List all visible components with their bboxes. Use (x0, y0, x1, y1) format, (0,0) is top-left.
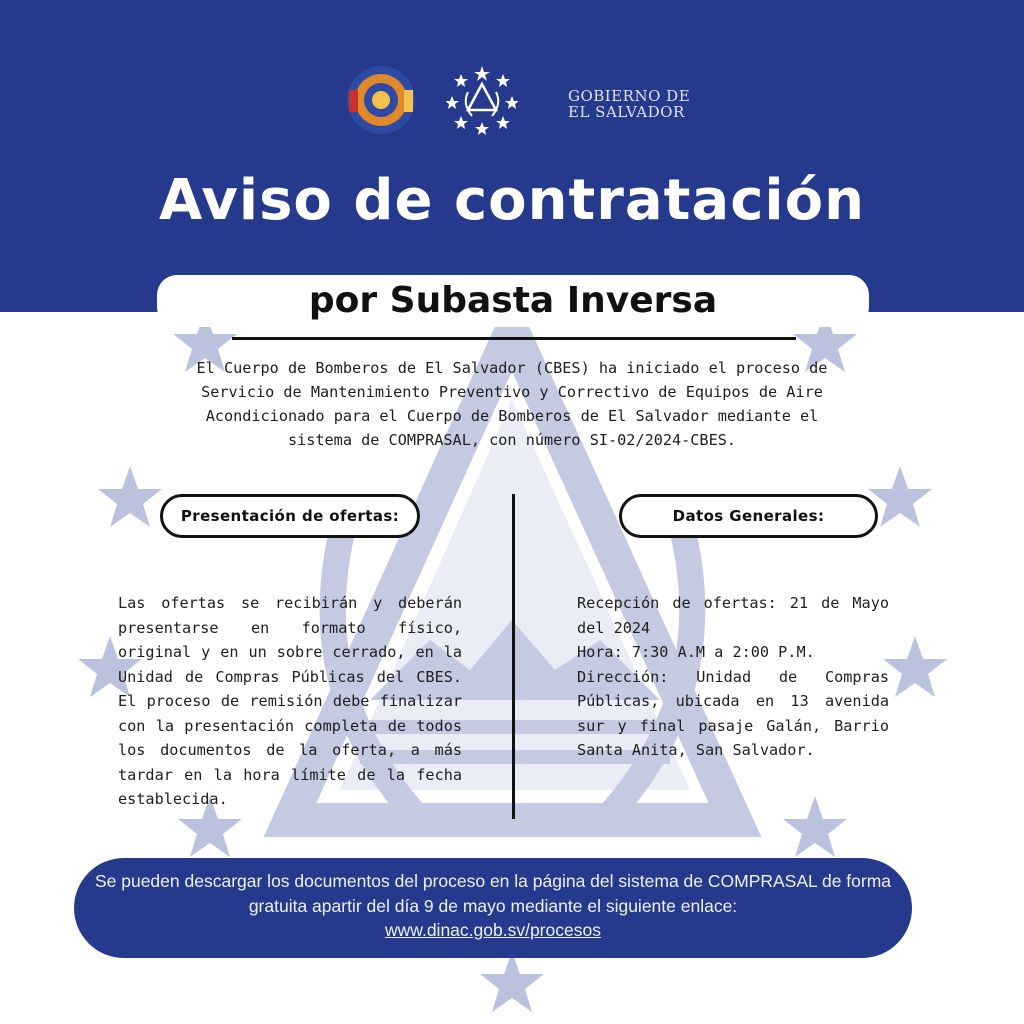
reception-date: Recepción de ofertas: 21 de Mayo del 2024 (577, 594, 889, 637)
general-data-section-body (577, 591, 889, 763)
government-wordmark (568, 88, 690, 120)
subtitle-underline (232, 337, 796, 340)
reception-address: Dirección: Unidad de Compras Públicas, ubicada en 13 avenida sur y final pasaje Galán, Barrio Santa Anita, San Salvador. (577, 667, 889, 759)
cbes-emblem-logo (345, 64, 417, 136)
download-info (74, 869, 912, 943)
page-subtitle: por Subasta Inversa (308, 280, 718, 321)
column-divider (512, 494, 515, 819)
offers-section-label: Presentación de ofertas: (160, 494, 420, 538)
intro-paragraph: El Cuerpo de Bomberos de El Salvador (CBES) ha iniciado el proceso de Servicio de Mantenimiento Preventivo y Correctivo de Equipos de Aire Acondicionado para el Cuerpo de Bomberos de El Salvador mediante el sistema de COMPRASAL, con número SI-02/2024-CBES. (196, 359, 828, 449)
general-data-section-label: Datos Generales: (619, 494, 878, 538)
download-link[interactable]: www.dinac.gob.sv/procesos (385, 920, 601, 940)
download-instructions: Se pueden descargar los documentos del proceso en la página del sistema de COMPRASAL de forma gratuita apartir del día 9 de mayo mediante el siguiente enlace: (94, 871, 892, 916)
el-salvador-seal-logo (446, 64, 518, 136)
government-line-1: GOBIERNO DE (568, 87, 691, 105)
government-line-2: EL SALVADOR (568, 103, 685, 121)
reception-hours: Hora: 7:30 A.M a 2:00 P.M. (577, 643, 815, 661)
offers-section-body: Las ofertas se recibirán y deberán presentarse en formato físico, original y en un sobre cerrado, en la Unidad de Compras Públicas del CBES. El proceso de remisión debe finalizar con la presentación completa de todos los documentos de la oferta, a más tardar en la hora límite de la fecha establecida. (118, 594, 462, 808)
page-title: Aviso de contratación (159, 168, 865, 233)
